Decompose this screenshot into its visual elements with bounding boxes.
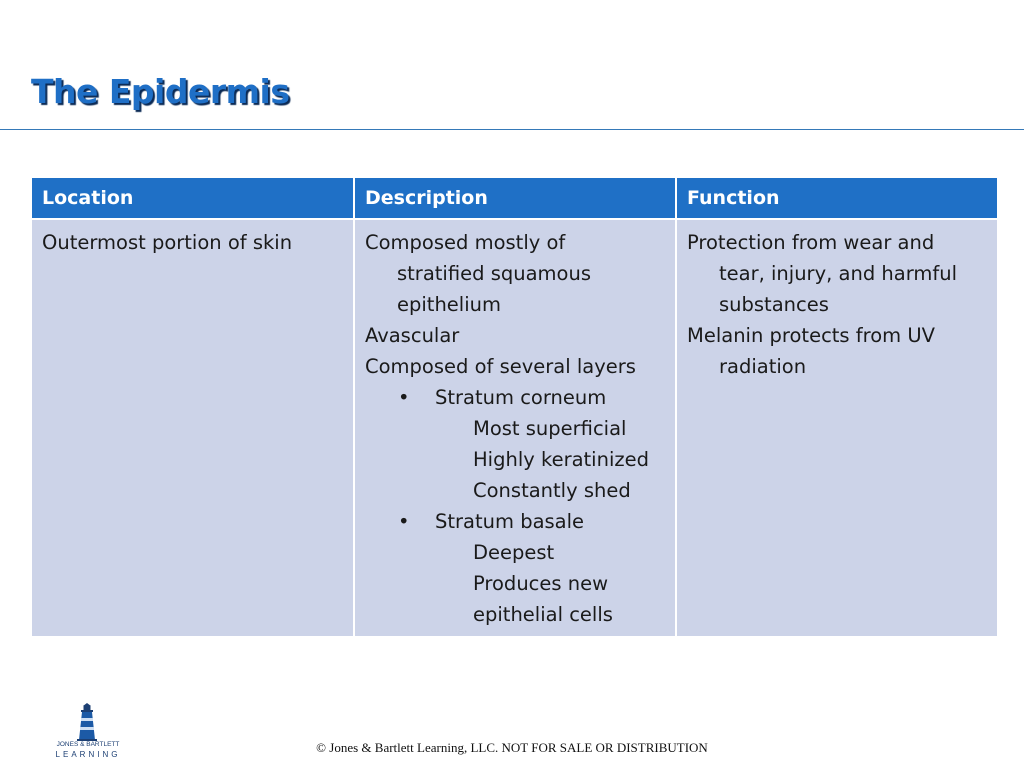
bullet-icon: • [398, 386, 410, 409]
table-header-row [32, 178, 997, 219]
logo-text: JONES & BARTLETT [56, 741, 120, 748]
title-divider [0, 129, 1024, 130]
function-item-continuation: tear, injury, and harmful [719, 262, 958, 285]
description-item: Composed mostly of [365, 231, 566, 254]
description-cell [354, 219, 676, 636]
layer-detail: Produces new [473, 572, 609, 595]
function-item: Protection from wear and [687, 231, 935, 254]
description-item-continuation: epithelium [397, 293, 501, 316]
function-item-continuation: radiation [719, 355, 807, 378]
function-cell [676, 219, 997, 636]
layer-detail: Highly keratinized [473, 448, 649, 471]
logo-text: LEARNING [55, 750, 121, 759]
layer-detail: Most superficial [473, 417, 627, 440]
description-item: Avascular [365, 324, 460, 347]
layer-detail: Constantly shed [473, 479, 631, 502]
header-location: Location [32, 178, 354, 219]
location-text: Outermost portion of skin [42, 231, 293, 254]
layer-bullet [365, 382, 665, 413]
bullet-icon: • [398, 510, 410, 533]
header-function: Function [676, 178, 997, 219]
layer-detail: epithelial cells [473, 603, 613, 626]
description-item: Composed of several layers [365, 355, 636, 378]
copyright-footer: © Jones & Bartlett Learning, LLC. NOT FOR SALE OR DISTRIBUTION [316, 740, 708, 755]
table-row [32, 219, 997, 636]
layer-detail: Deepest [473, 541, 555, 564]
function-item-continuation: substances [719, 293, 829, 316]
lighthouse-icon [52, 703, 124, 741]
layer-name: Stratum corneum [435, 386, 607, 409]
function-item: Melanin protects from UV [687, 324, 935, 347]
slide-title: The Epidermis [31, 72, 290, 111]
description-item-continuation: stratified squamous [397, 262, 591, 285]
header-description: Description [354, 178, 676, 219]
layer-name: Stratum basale [435, 510, 585, 533]
location-cell [32, 219, 354, 636]
layer-bullet [365, 506, 665, 537]
epidermis-table [32, 178, 997, 636]
